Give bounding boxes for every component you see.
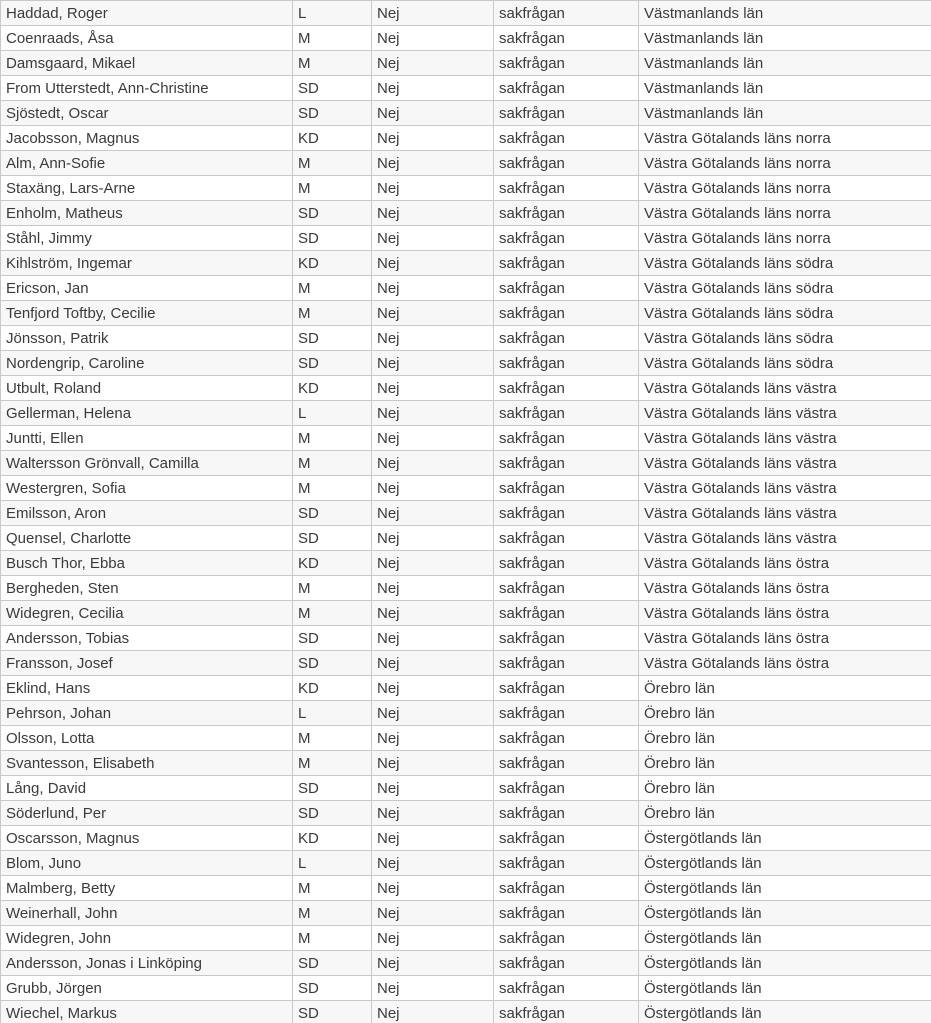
vote-cell: Nej bbox=[372, 476, 494, 501]
table-row bbox=[1, 351, 931, 376]
member-name-cell: Widegren, John bbox=[1, 926, 293, 951]
vote-type-cell: sakfrågan bbox=[494, 276, 639, 301]
vote-type-cell: sakfrågan bbox=[494, 626, 639, 651]
constituency-cell: Västra Götalands läns västra bbox=[639, 526, 931, 551]
table-row bbox=[1, 426, 931, 451]
vote-cell: Nej bbox=[372, 451, 494, 476]
party-cell: SD bbox=[293, 976, 372, 1001]
table-row bbox=[1, 251, 931, 276]
table-row bbox=[1, 1001, 931, 1023]
constituency-cell: Västra Götalands läns västra bbox=[639, 476, 931, 501]
table-row bbox=[1, 326, 931, 351]
vote-cell: Nej bbox=[372, 876, 494, 901]
vote-type-cell: sakfrågan bbox=[494, 376, 639, 401]
vote-cell: Nej bbox=[372, 801, 494, 826]
constituency-cell: Västra Götalands läns södra bbox=[639, 276, 931, 301]
vote-type-cell: sakfrågan bbox=[494, 851, 639, 876]
constituency-cell: Västra Götalands läns västra bbox=[639, 451, 931, 476]
vote-type-cell: sakfrågan bbox=[494, 1001, 639, 1023]
constituency-cell: Västmanlands län bbox=[639, 101, 931, 126]
vote-type-cell: sakfrågan bbox=[494, 26, 639, 51]
table-row bbox=[1, 526, 931, 551]
vote-cell: Nej bbox=[372, 26, 494, 51]
table-row bbox=[1, 776, 931, 801]
vote-cell: Nej bbox=[372, 526, 494, 551]
vote-cell: Nej bbox=[372, 376, 494, 401]
vote-type-cell: sakfrågan bbox=[494, 451, 639, 476]
party-cell: L bbox=[293, 851, 372, 876]
vote-cell: Nej bbox=[372, 951, 494, 976]
member-name-cell: Widegren, Cecilia bbox=[1, 601, 293, 626]
table-row bbox=[1, 276, 931, 301]
constituency-cell: Östergötlands län bbox=[639, 826, 931, 851]
constituency-cell: Östergötlands län bbox=[639, 926, 931, 951]
vote-cell: Nej bbox=[372, 426, 494, 451]
vote-type-cell: sakfrågan bbox=[494, 326, 639, 351]
party-cell: SD bbox=[293, 101, 372, 126]
vote-cell: Nej bbox=[372, 251, 494, 276]
vote-type-cell: sakfrågan bbox=[494, 351, 639, 376]
party-cell: M bbox=[293, 276, 372, 301]
member-name-cell: Svantesson, Elisabeth bbox=[1, 751, 293, 776]
table-row bbox=[1, 676, 931, 701]
vote-type-cell: sakfrågan bbox=[494, 176, 639, 201]
member-name-cell: Gellerman, Helena bbox=[1, 401, 293, 426]
vote-type-cell: sakfrågan bbox=[494, 201, 639, 226]
vote-type-cell: sakfrågan bbox=[494, 151, 639, 176]
vote-cell: Nej bbox=[372, 851, 494, 876]
vote-type-cell: sakfrågan bbox=[494, 701, 639, 726]
member-name-cell: Nordengrip, Caroline bbox=[1, 351, 293, 376]
party-cell: M bbox=[293, 901, 372, 926]
vote-type-cell: sakfrågan bbox=[494, 301, 639, 326]
table-row bbox=[1, 51, 931, 76]
constituency-cell: Örebro län bbox=[639, 701, 931, 726]
constituency-cell: Västmanlands län bbox=[639, 51, 931, 76]
vote-cell: Nej bbox=[372, 701, 494, 726]
party-cell: SD bbox=[293, 501, 372, 526]
constituency-cell: Västra Götalands läns norra bbox=[639, 151, 931, 176]
member-name-cell: Pehrson, Johan bbox=[1, 701, 293, 726]
member-name-cell: Kihlström, Ingemar bbox=[1, 251, 293, 276]
table-row bbox=[1, 376, 931, 401]
vote-type-cell: sakfrågan bbox=[494, 726, 639, 751]
party-cell: M bbox=[293, 926, 372, 951]
table-row bbox=[1, 551, 931, 576]
vote-cell: Nej bbox=[372, 976, 494, 1001]
party-cell: KD bbox=[293, 251, 372, 276]
party-cell: L bbox=[293, 401, 372, 426]
vote-cell: Nej bbox=[372, 551, 494, 576]
vote-type-cell: sakfrågan bbox=[494, 901, 639, 926]
member-name-cell: Juntti, Ellen bbox=[1, 426, 293, 451]
vote-cell: Nej bbox=[372, 776, 494, 801]
table-row bbox=[1, 701, 931, 726]
vote-cell: Nej bbox=[372, 1001, 494, 1023]
party-cell: SD bbox=[293, 776, 372, 801]
table-row bbox=[1, 201, 931, 226]
vote-cell: Nej bbox=[372, 226, 494, 251]
table-row bbox=[1, 651, 931, 676]
party-cell: SD bbox=[293, 226, 372, 251]
member-name-cell: Jacobsson, Magnus bbox=[1, 126, 293, 151]
member-name-cell: Bergheden, Sten bbox=[1, 576, 293, 601]
vote-cell: Nej bbox=[372, 726, 494, 751]
constituency-cell: Västra Götalands läns östra bbox=[639, 626, 931, 651]
vote-cell: Nej bbox=[372, 401, 494, 426]
table-row bbox=[1, 626, 931, 651]
constituency-cell: Örebro län bbox=[639, 726, 931, 751]
member-name-cell: Ericson, Jan bbox=[1, 276, 293, 301]
party-cell: KD bbox=[293, 376, 372, 401]
member-name-cell: Andersson, Jonas i Linköping bbox=[1, 951, 293, 976]
member-name-cell: Olsson, Lotta bbox=[1, 726, 293, 751]
constituency-cell: Östergötlands län bbox=[639, 951, 931, 976]
table-row bbox=[1, 576, 931, 601]
vote-cell: Nej bbox=[372, 201, 494, 226]
party-cell: SD bbox=[293, 76, 372, 101]
vote-cell: Nej bbox=[372, 51, 494, 76]
party-cell: SD bbox=[293, 951, 372, 976]
member-name-cell: Busch Thor, Ebba bbox=[1, 551, 293, 576]
table-row bbox=[1, 476, 931, 501]
vote-cell: Nej bbox=[372, 351, 494, 376]
vote-cell: Nej bbox=[372, 676, 494, 701]
vote-type-cell: sakfrågan bbox=[494, 976, 639, 1001]
vote-cell: Nej bbox=[372, 301, 494, 326]
vote-cell: Nej bbox=[372, 326, 494, 351]
party-cell: M bbox=[293, 576, 372, 601]
party-cell: L bbox=[293, 701, 372, 726]
vote-cell: Nej bbox=[372, 151, 494, 176]
vote-cell: Nej bbox=[372, 926, 494, 951]
table-row bbox=[1, 151, 931, 176]
member-name-cell: Söderlund, Per bbox=[1, 801, 293, 826]
party-cell: SD bbox=[293, 626, 372, 651]
party-cell: KD bbox=[293, 551, 372, 576]
member-name-cell: Coenraads, Åsa bbox=[1, 26, 293, 51]
member-name-cell: Ståhl, Jimmy bbox=[1, 226, 293, 251]
table-row bbox=[1, 751, 931, 776]
constituency-cell: Västra Götalands läns norra bbox=[639, 176, 931, 201]
member-name-cell: Utbult, Roland bbox=[1, 376, 293, 401]
party-cell: SD bbox=[293, 326, 372, 351]
table-row bbox=[1, 26, 931, 51]
vote-type-cell: sakfrågan bbox=[494, 476, 639, 501]
vote-type-cell: sakfrågan bbox=[494, 776, 639, 801]
table-row bbox=[1, 126, 931, 151]
party-cell: M bbox=[293, 301, 372, 326]
party-cell: KD bbox=[293, 676, 372, 701]
table-row bbox=[1, 176, 931, 201]
party-cell: M bbox=[293, 51, 372, 76]
vote-type-cell: sakfrågan bbox=[494, 526, 639, 551]
vote-cell: Nej bbox=[372, 1, 494, 26]
member-name-cell: Quensel, Charlotte bbox=[1, 526, 293, 551]
vote-cell: Nej bbox=[372, 76, 494, 101]
member-name-cell: Enholm, Matheus bbox=[1, 201, 293, 226]
party-cell: M bbox=[293, 726, 372, 751]
vote-type-cell: sakfrågan bbox=[494, 501, 639, 526]
vote-cell: Nej bbox=[372, 126, 494, 151]
member-name-cell: Weinerhall, John bbox=[1, 901, 293, 926]
constituency-cell: Västra Götalands läns östra bbox=[639, 576, 931, 601]
member-name-cell: Sjöstedt, Oscar bbox=[1, 101, 293, 126]
vote-type-cell: sakfrågan bbox=[494, 251, 639, 276]
party-cell: M bbox=[293, 876, 372, 901]
vote-type-cell: sakfrågan bbox=[494, 576, 639, 601]
member-name-cell: Jönsson, Patrik bbox=[1, 326, 293, 351]
constituency-cell: Västra Götalands läns västra bbox=[639, 376, 931, 401]
constituency-cell: Västra Götalands läns södra bbox=[639, 251, 931, 276]
party-cell: SD bbox=[293, 526, 372, 551]
constituency-cell: Västmanlands län bbox=[639, 26, 931, 51]
party-cell: M bbox=[293, 426, 372, 451]
member-name-cell: Tenfjord Toftby, Cecilie bbox=[1, 301, 293, 326]
member-name-cell: Staxäng, Lars-Arne bbox=[1, 176, 293, 201]
constituency-cell: Västmanlands län bbox=[639, 76, 931, 101]
constituency-cell: Västra Götalands läns norra bbox=[639, 126, 931, 151]
table-row bbox=[1, 76, 931, 101]
member-name-cell: Wiechel, Markus bbox=[1, 1001, 293, 1023]
table-row bbox=[1, 901, 931, 926]
vote-cell: Nej bbox=[372, 651, 494, 676]
party-cell: SD bbox=[293, 1001, 372, 1023]
vote-cell: Nej bbox=[372, 576, 494, 601]
vote-cell: Nej bbox=[372, 626, 494, 651]
party-cell: SD bbox=[293, 801, 372, 826]
vote-type-cell: sakfrågan bbox=[494, 601, 639, 626]
vote-cell: Nej bbox=[372, 601, 494, 626]
party-cell: M bbox=[293, 26, 372, 51]
constituency-cell: Västra Götalands läns södra bbox=[639, 301, 931, 326]
member-name-cell: Alm, Ann-Sofie bbox=[1, 151, 293, 176]
constituency-cell: Västra Götalands läns östra bbox=[639, 551, 931, 576]
constituency-cell: Västra Götalands läns norra bbox=[639, 226, 931, 251]
vote-cell: Nej bbox=[372, 751, 494, 776]
party-cell: M bbox=[293, 451, 372, 476]
member-name-cell: Fransson, Josef bbox=[1, 651, 293, 676]
member-name-cell: Oscarsson, Magnus bbox=[1, 826, 293, 851]
vote-cell: Nej bbox=[372, 501, 494, 526]
member-name-cell: Eklind, Hans bbox=[1, 676, 293, 701]
constituency-cell: Västra Götalands läns norra bbox=[639, 201, 931, 226]
table-row bbox=[1, 501, 931, 526]
vote-type-cell: sakfrågan bbox=[494, 1, 639, 26]
table-row bbox=[1, 976, 931, 1001]
party-cell: M bbox=[293, 151, 372, 176]
vote-type-cell: sakfrågan bbox=[494, 101, 639, 126]
vote-type-cell: sakfrågan bbox=[494, 751, 639, 776]
vote-type-cell: sakfrågan bbox=[494, 951, 639, 976]
table-row bbox=[1, 951, 931, 976]
constituency-cell: Örebro län bbox=[639, 801, 931, 826]
party-cell: M bbox=[293, 751, 372, 776]
table-row bbox=[1, 301, 931, 326]
member-name-cell: From Utterstedt, Ann-Christine bbox=[1, 76, 293, 101]
vote-type-cell: sakfrågan bbox=[494, 226, 639, 251]
vote-type-cell: sakfrågan bbox=[494, 676, 639, 701]
party-cell: M bbox=[293, 476, 372, 501]
vote-cell: Nej bbox=[372, 826, 494, 851]
vote-type-cell: sakfrågan bbox=[494, 801, 639, 826]
table-row bbox=[1, 876, 931, 901]
party-cell: M bbox=[293, 601, 372, 626]
member-name-cell: Malmberg, Betty bbox=[1, 876, 293, 901]
constituency-cell: Västra Götalands läns södra bbox=[639, 326, 931, 351]
constituency-cell: Östergötlands län bbox=[639, 876, 931, 901]
member-name-cell: Andersson, Tobias bbox=[1, 626, 293, 651]
table-row bbox=[1, 226, 931, 251]
party-cell: SD bbox=[293, 651, 372, 676]
vote-type-cell: sakfrågan bbox=[494, 651, 639, 676]
constituency-cell: Västra Götalands läns södra bbox=[639, 351, 931, 376]
member-name-cell: Lång, David bbox=[1, 776, 293, 801]
party-cell: SD bbox=[293, 351, 372, 376]
member-name-cell: Waltersson Grönvall, Camilla bbox=[1, 451, 293, 476]
constituency-cell: Östergötlands län bbox=[639, 851, 931, 876]
constituency-cell: Östergötlands län bbox=[639, 1001, 931, 1023]
vote-cell: Nej bbox=[372, 101, 494, 126]
vote-type-cell: sakfrågan bbox=[494, 126, 639, 151]
constituency-cell: Östergötlands län bbox=[639, 976, 931, 1001]
constituency-cell: Örebro län bbox=[639, 776, 931, 801]
table-row bbox=[1, 451, 931, 476]
member-name-cell: Haddad, Roger bbox=[1, 1, 293, 26]
member-name-cell: Emilsson, Aron bbox=[1, 501, 293, 526]
table-row bbox=[1, 926, 931, 951]
constituency-cell: Västra Götalands läns västra bbox=[639, 501, 931, 526]
constituency-cell: Västra Götalands läns västra bbox=[639, 426, 931, 451]
member-name-cell: Grubb, Jörgen bbox=[1, 976, 293, 1001]
vote-type-cell: sakfrågan bbox=[494, 551, 639, 576]
vote-type-cell: sakfrågan bbox=[494, 876, 639, 901]
vote-results-body bbox=[1, 1, 931, 1023]
constituency-cell: Västra Götalands läns östra bbox=[639, 651, 931, 676]
vote-cell: Nej bbox=[372, 276, 494, 301]
member-name-cell: Westergren, Sofia bbox=[1, 476, 293, 501]
table-row bbox=[1, 826, 931, 851]
constituency-cell: Örebro län bbox=[639, 676, 931, 701]
vote-type-cell: sakfrågan bbox=[494, 826, 639, 851]
table-row bbox=[1, 401, 931, 426]
constituency-cell: Östergötlands län bbox=[639, 901, 931, 926]
constituency-cell: Västra Götalands läns östra bbox=[639, 601, 931, 626]
vote-type-cell: sakfrågan bbox=[494, 401, 639, 426]
table-row bbox=[1, 726, 931, 751]
party-cell: L bbox=[293, 1, 372, 26]
constituency-cell: Örebro län bbox=[639, 751, 931, 776]
table-row bbox=[1, 101, 931, 126]
vote-cell: Nej bbox=[372, 901, 494, 926]
constituency-cell: Västmanlands län bbox=[639, 1, 931, 26]
vote-cell: Nej bbox=[372, 176, 494, 201]
table-row bbox=[1, 1, 931, 26]
member-name-cell: Blom, Juno bbox=[1, 851, 293, 876]
table-row bbox=[1, 851, 931, 876]
table-row bbox=[1, 801, 931, 826]
vote-type-cell: sakfrågan bbox=[494, 76, 639, 101]
party-cell: KD bbox=[293, 826, 372, 851]
vote-type-cell: sakfrågan bbox=[494, 926, 639, 951]
vote-type-cell: sakfrågan bbox=[494, 426, 639, 451]
party-cell: KD bbox=[293, 126, 372, 151]
vote-type-cell: sakfrågan bbox=[494, 51, 639, 76]
table-row bbox=[1, 601, 931, 626]
party-cell: M bbox=[293, 176, 372, 201]
constituency-cell: Västra Götalands läns västra bbox=[639, 401, 931, 426]
member-name-cell: Damsgaard, Mikael bbox=[1, 51, 293, 76]
party-cell: SD bbox=[293, 201, 372, 226]
